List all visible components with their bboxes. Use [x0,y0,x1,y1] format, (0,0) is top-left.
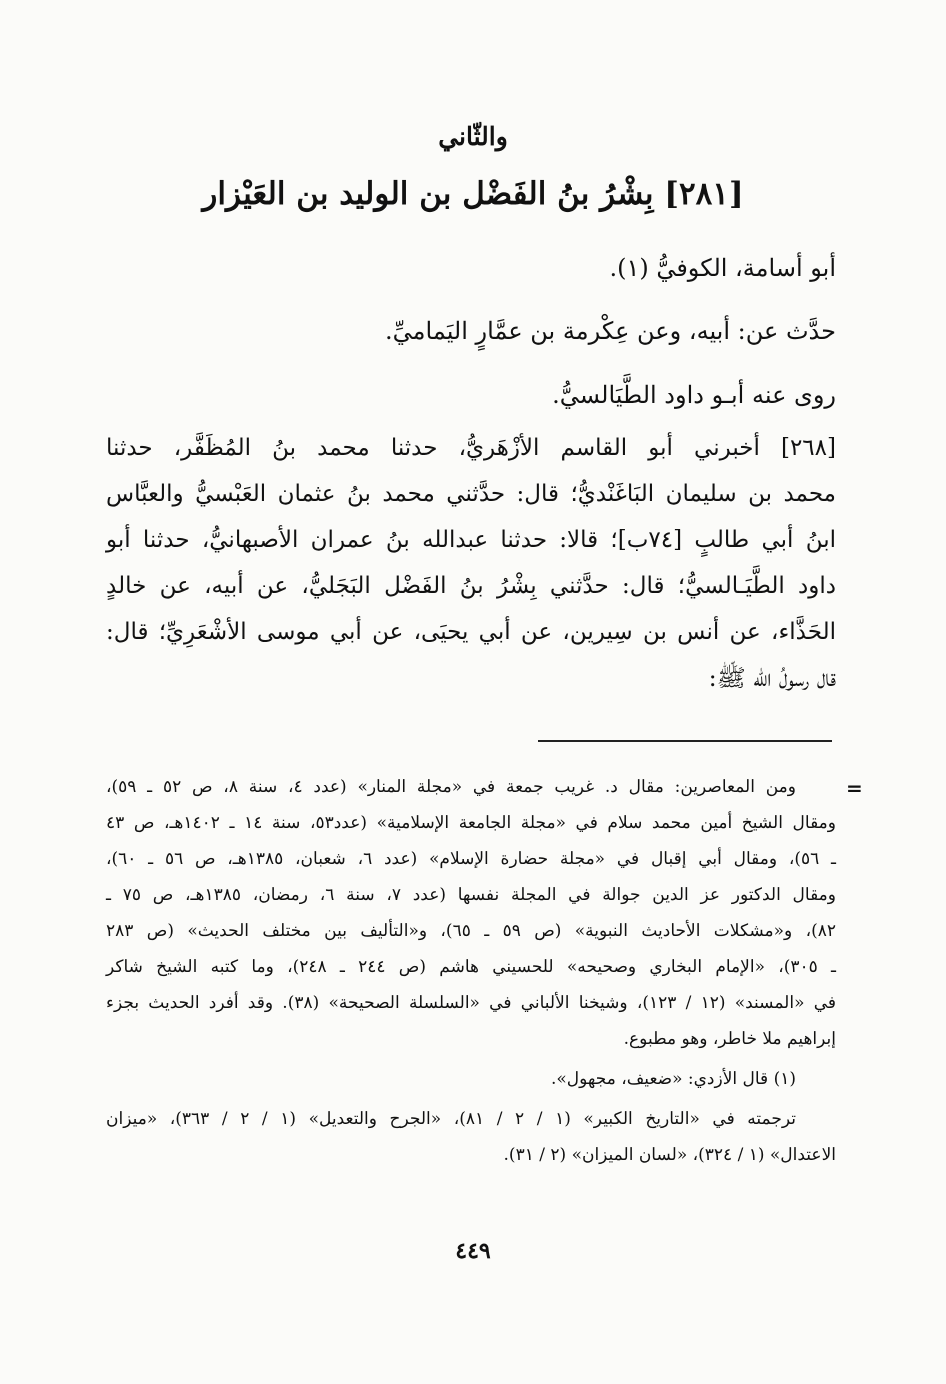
hadith-line: محمد بن سليمان البَاغَنْديُّ؛ قال: حدَّثني محمد بنُ عثمان العَبْسيُّ والعبَّاس [106,481,836,507]
footnote-line: في «المسند» (١٢ / ١٢٣)، وشيخنا الألباني في «السلسلة الصحيحة» (٣٨). وقد أفرد الحديث بجزء [106,993,837,1013]
biography-line-students: روى عنه أبـو داود الطَّيَالسيُّ. [552,381,836,409]
footnote-line: ترجمته في «التاريخ الكبير» (١ / ٢ / ٨١)، «الجرح والتعديل» (١ / ٢ / ٣٦٣)، «ميزان [106,1109,796,1129]
footnote-line: الاعتدال» (١ / ٣٢٤)، «لسان الميزان» (٢ / ٣١). [503,1145,836,1165]
footnote-continuation-mark: = [846,776,863,800]
section-subheading: والثّاني [438,122,508,151]
footnote-line: ومن المعاصرين: مقال د. غريب جمعة في «مجلة المنار» (عدد ٤، سنة ٨، ص ٥٢ ـ ٥٩)، [106,777,796,797]
hadith-line: الحَذَّاء، عن أنس بن سِيرين، عن أبي يحيَى، عن أبي موسى الأشْعَرِيِّ؛ قال: [106,619,836,645]
page-number: ٤٤٩ [455,1238,491,1264]
footnote-line: ومقال الدكتور عز الدين جوالة في المجلة نفسها (عدد ٧، سنة ٦، رمضان، ١٣٨٥هـ، ص ٧٥ ـ [106,885,836,905]
footnote-line: إبراهيم ملا خاطر، وهو مطبوع. [623,1029,836,1049]
footnote-line: ومقال الشيخ أمين محمد سلام في «مجلة الجامعة الإسلامية» (عدد٥٣، سنة ١٤ ـ ١٤٠٢هـ، ص ٤٣ [106,813,836,833]
hadith-line: [٢٦٨] أخبرني أبو القاسم الأزْهَريُّ، حدثنا محمد بنُ المُظَفَّر، حدثنا [106,435,836,461]
hadith-line: داود الطَّيَـالسيُّ؛ قال: حدَّثني بِشْرُ بنُ الفَضْل البَجَليُّ، عن أبيه، عن خالدٍ [106,573,836,599]
hadith-line: قال رسولُ الله ﷺ: [708,664,836,692]
footnote-separator [538,740,832,742]
footnote-line: ـ ٣٠٥)، «الإمام البخاري وصحيحه» للحسيني هاشم (ص ٢٤٤ ـ ٢٤٨)، وما كتبه الشيخ شاكر [106,957,837,977]
footnote-line: ٨٢)، و«مشكلات الأحاديث النبوية» (ص ٥٩ ـ ٦٥)، و«التأليف بين مختلف الحديث» (ص ٢٨٣ [106,921,836,941]
footnote-line: ـ ٥٦)، ومقال أبي إقبال في «مجلة حضارة الإسلام» (عدد ٦، شعبان، ١٣٨٥هـ، ص ٥٦ ـ ٦٠)، [106,849,837,869]
footnote-1: (١) قال الأزدي: «ضعيف، مجهول». [550,1069,796,1089]
hadith-line: ابنُ أبي طالبٍ [٧٤ب]؛ قالا: حدثنا عبدالله بنُ عمران الأصبهانيُّ، حدثنا أبو [106,527,837,553]
biography-line-teachers: حدَّث عن: أبيه، وعن عِكْرمة بن عمَّارٍ اليَماميِّ. [385,317,836,345]
biography-line-kunya: أبو أسامة، الكوفيُّ (١). [609,254,836,282]
entry-title: [٢٨١] بِشْرُ بنُ الفَضْل بن الوليد بن العَيْزار [202,176,744,212]
